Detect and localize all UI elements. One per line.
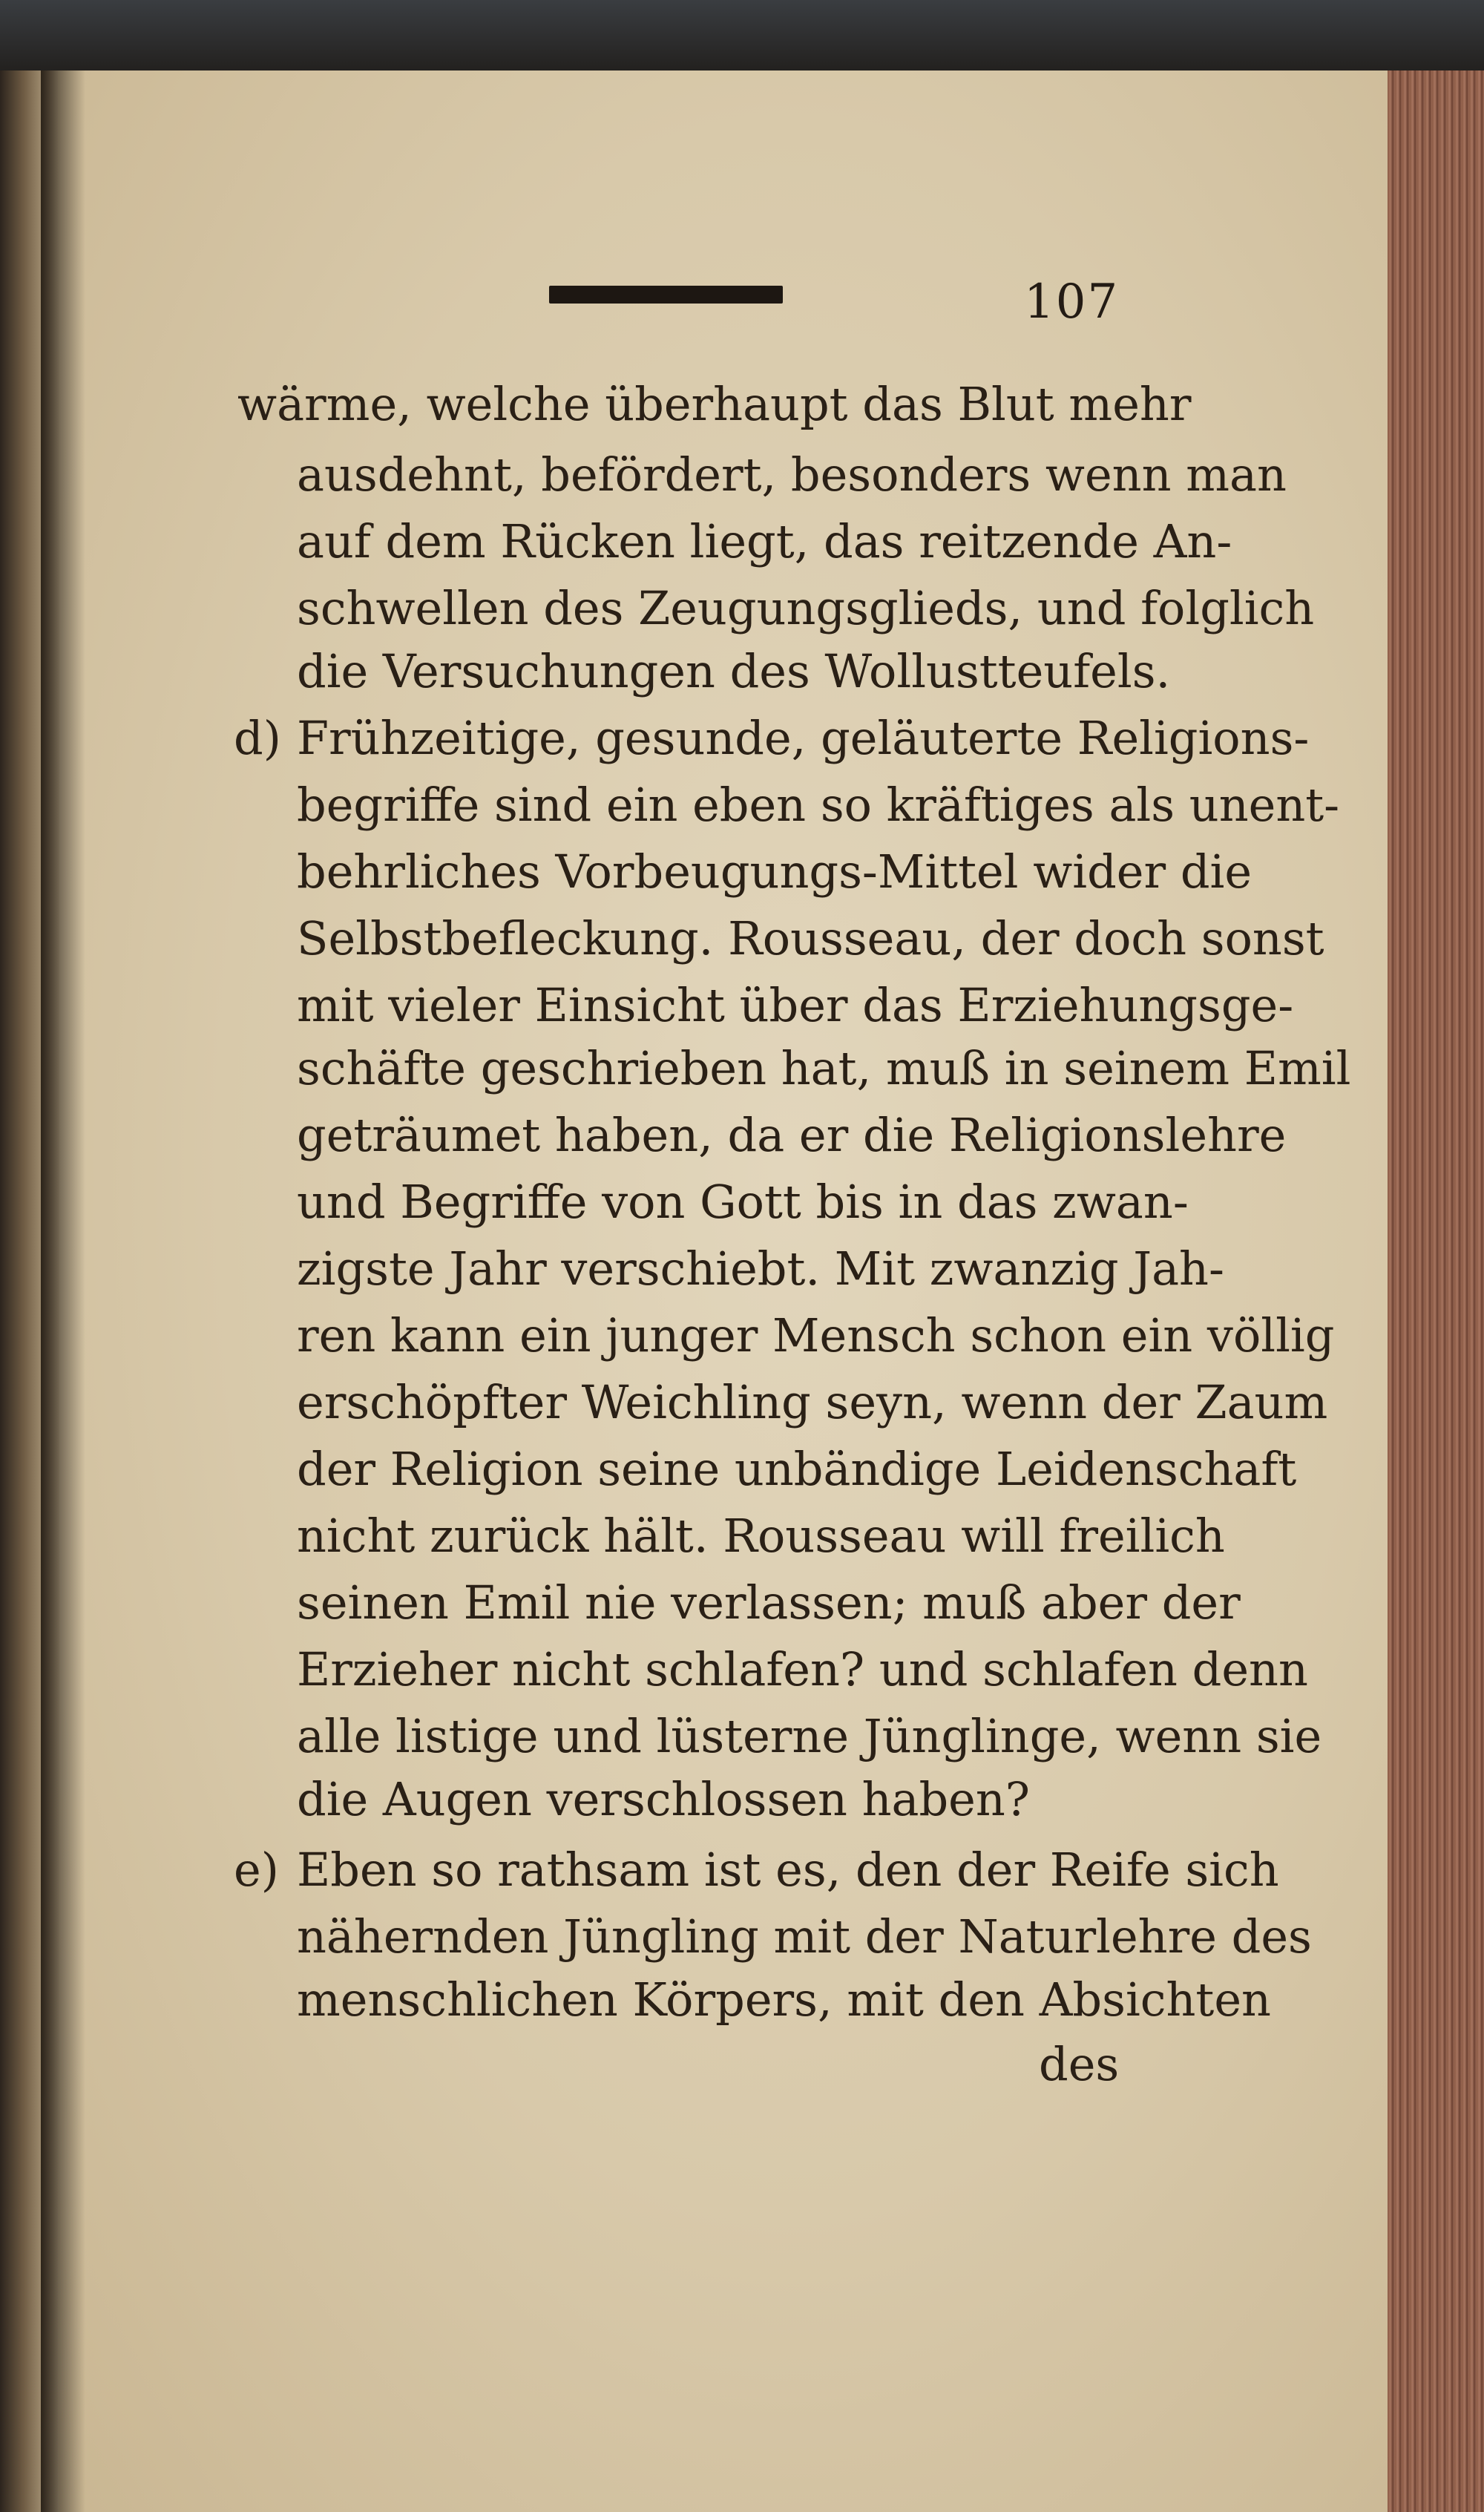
text-line: der Religion seine unbändige Leidenschaft (297, 1442, 1297, 1496)
text-line: die Versuchungen des Wollustteufels. (297, 644, 1171, 698)
text-line: und Begriffe von Gott bis in das zwan- (297, 1175, 1189, 1229)
text-line: behrliches Vorbeugungs-Mittel wider die (297, 845, 1252, 899)
text-line: auf dem Rücken liegt, das reitzende An- (297, 514, 1232, 568)
text-line: Eben so rathsam ist es, den der Reife sich (297, 1843, 1279, 1897)
text-line: zigste Jahr verschiebt. Mit zwanzig Jah- (297, 1242, 1224, 1296)
text-line: schäfte geschrieben hat, muß in seinem Emil (297, 1041, 1351, 1095)
text-line: nähernden Jüngling mit der Naturlehre des (297, 1909, 1312, 1964)
text-line: erschöpfter Weichling seyn, wenn der Zaum (297, 1375, 1328, 1429)
page-number: 107 (1024, 275, 1120, 329)
item-label-e: e) (234, 1843, 279, 1897)
text-line: Frühzeitige, gesunde, geläuterte Religions- (297, 711, 1310, 765)
text-line: nicht zurück hält. Rousseau will freilich (297, 1509, 1225, 1563)
text-line: menschlichen Körpers, mit den Absichten (297, 1972, 1271, 2027)
item-label-d: d) (234, 711, 281, 765)
text-line: schwellen des Zeugungsglieds, und folglich (297, 581, 1315, 635)
page-block-edges (1388, 70, 1484, 2512)
spine-shadow (41, 70, 85, 2512)
text-line: ren kann ein junger Mensch schon ein völlig (297, 1308, 1335, 1362)
header-rule (549, 286, 783, 304)
book-cover-edge (0, 0, 1484, 70)
text-line: Erzieher nicht schlafen? und schlafen denn (297, 1642, 1308, 1696)
text-line: mit vieler Einsicht über das Erziehungsge- (297, 978, 1294, 1032)
text-line: alle listige und lüsterne Jünglinge, wenn sie (297, 1709, 1322, 1763)
catchword: des (1039, 2037, 1120, 2091)
text-line: begriffe sind ein eben so kräftiges als unent- (297, 778, 1340, 832)
text-line: ausdehnt, befördert, besonders wenn man (297, 447, 1287, 502)
text-line: die Augen verschlossen haben? (297, 1772, 1031, 1826)
text-line: wärme, welche überhaupt das Blut mehr (237, 377, 1192, 431)
text-line: seinen Emil nie verlassen; muß aber der (297, 1575, 1241, 1630)
text-line: geträumet haben, da er die Religionslehre (297, 1108, 1287, 1162)
text-line: Selbstbefleckung. Rousseau, der doch sonst (297, 911, 1324, 965)
